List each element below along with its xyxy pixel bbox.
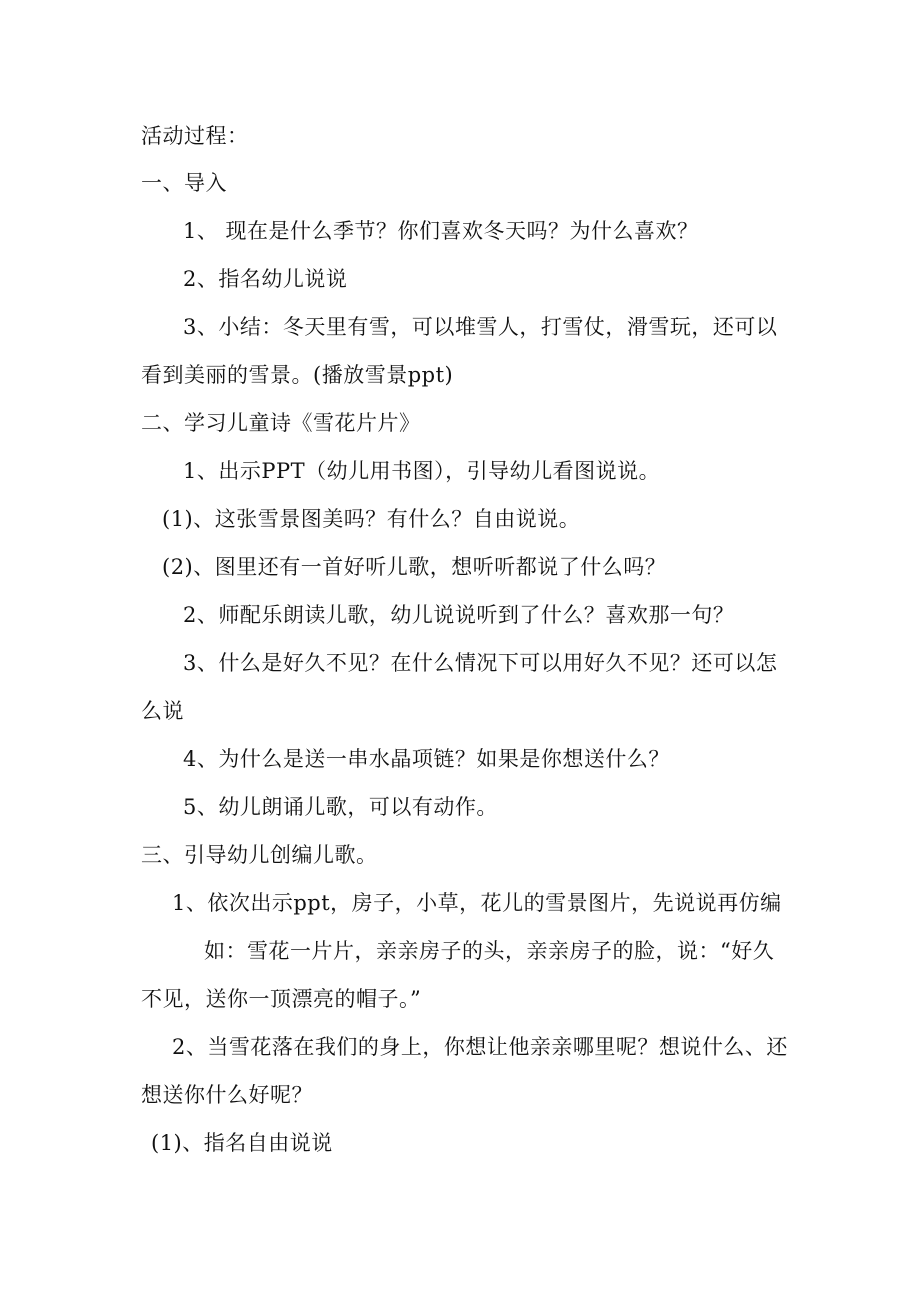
text-line: 想送你什么好呢？	[141, 1083, 313, 1107]
text-line: (1)、这张雪景图美吗？有什么？自由说说。	[162, 507, 581, 531]
section-heading-introduction: 一、导入	[141, 171, 227, 195]
text-line: 5、幼儿朗诵儿歌，可以有动作。	[183, 795, 498, 819]
text-line: 么说	[141, 699, 184, 723]
text-line: 1、出示PPT（幼儿用书图），引导幼儿看图说说。	[183, 459, 661, 483]
section-heading-activity-process: 活动过程：	[141, 124, 249, 148]
text-line: 1、依次出示ppt，房子，小草，花儿的雪景图片，先说说再仿编	[172, 891, 782, 915]
text-line: 2、指名幼儿说说	[183, 267, 348, 291]
section-heading-poem-creation: 三、引导幼儿创编儿歌。	[141, 843, 378, 867]
text-line: 2、师配乐朗读儿歌，幼儿说说听到了什么？喜欢那一句？	[183, 603, 735, 627]
text-line: (2)、图里还有一首好听儿歌，想听听都说了什么吗？	[162, 555, 667, 579]
text-line: 看到美丽的雪景。(播放雪景ppt)	[141, 363, 454, 387]
text-line: 如：雪花一片片，亲亲房子的头，亲亲房子的脸，说：“好久	[204, 939, 775, 963]
text-line: 2、当雪花落在我们的身上，你想让他亲亲哪里呢？想说什么、还	[172, 1035, 788, 1059]
text-line: 4、为什么是送一串水晶项链？如果是你想送什么？	[183, 747, 670, 771]
text-line: 1、 现在是什么季节？你们喜欢冬天吗？为什么喜欢？	[183, 219, 699, 243]
text-line: 3、小结：冬天里有雪，可以堆雪人，打雪仗，滑雪玩，还可以	[183, 315, 778, 339]
text-line: (1)、指名自由说说	[151, 1131, 333, 1155]
section-heading-poem-study: 二、学习儿童诗《雪花片片》	[141, 411, 421, 435]
text-line: 3、什么是好久不见？在什么情况下可以用好久不见？还可以怎	[183, 651, 778, 675]
text-line: 不见，送你一顶漂亮的帽子。”	[141, 987, 422, 1011]
